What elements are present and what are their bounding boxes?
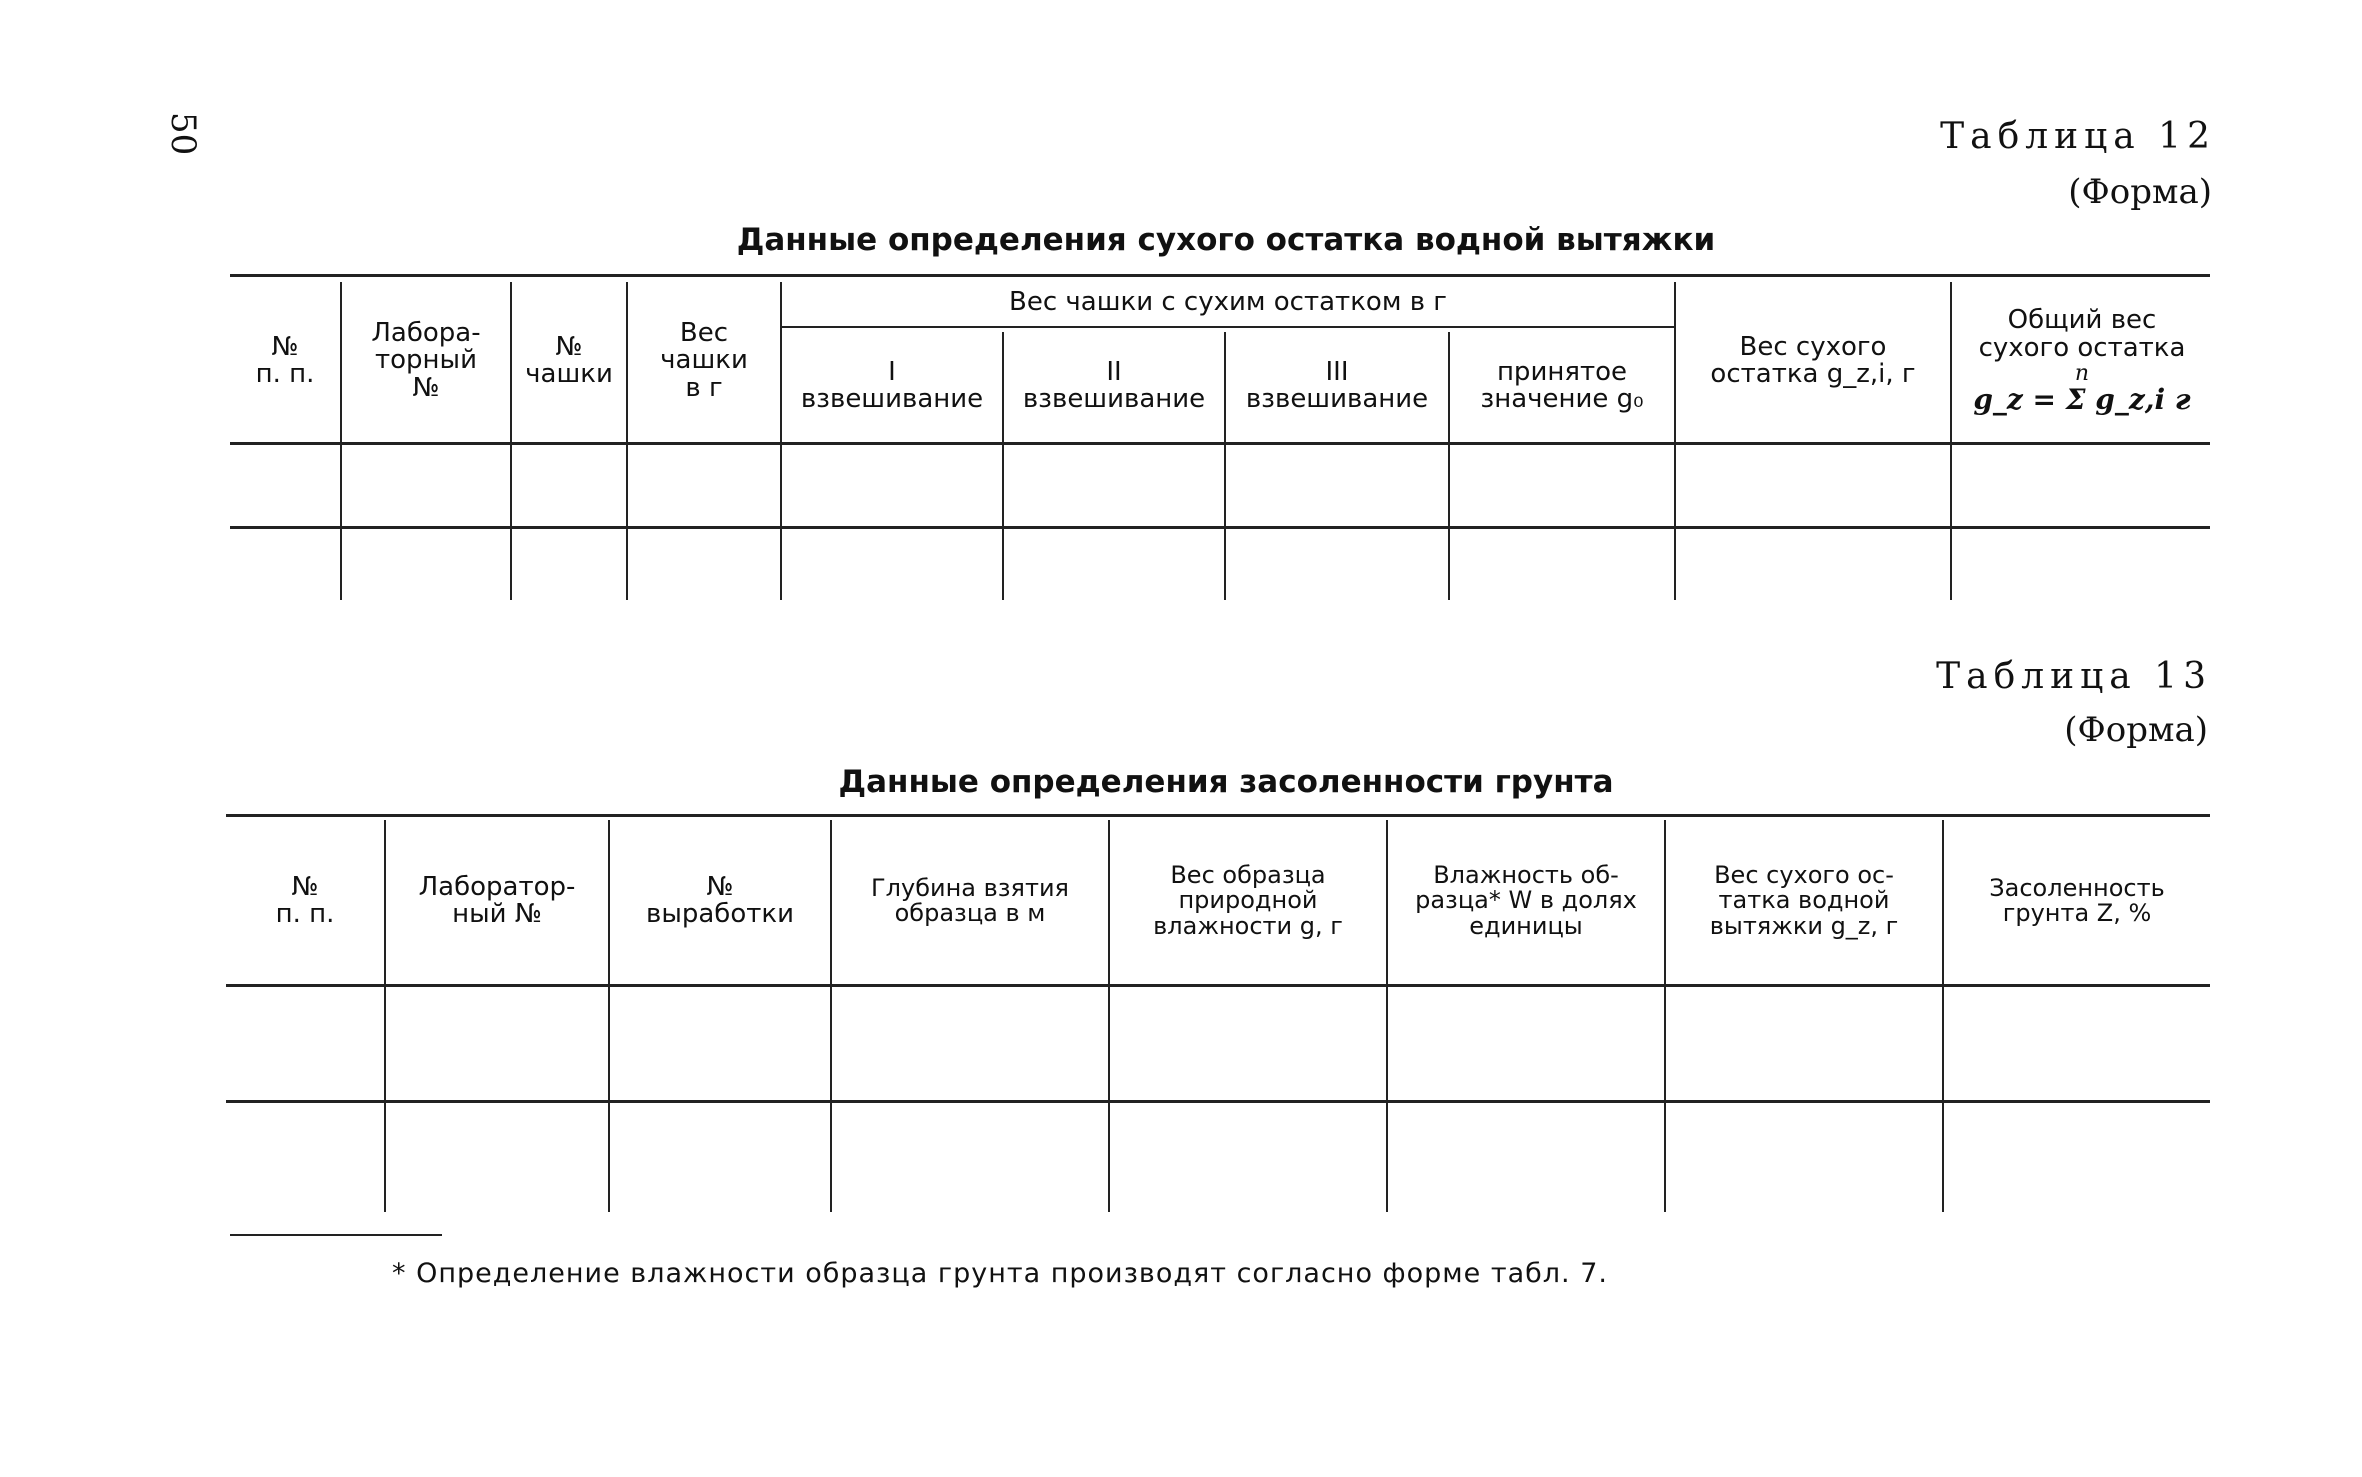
t13-header-dry-extract: Вес сухого ос- татка водной вытяжки g_z, г [1709,861,1899,940]
t13-header-moisture: Влажность об- разца* W в долях единицы [1415,861,1637,940]
table-12-header-rule [230,442,2210,445]
t13-header-salinity: Засоленность грунта Z, % [1989,873,2165,927]
t12-total-formula-n: n [2074,361,2090,387]
t12-header-total [1952,280,2212,442]
table-13-header-rule [226,984,2210,987]
footnote-rule [230,1234,442,1236]
t13-header-depth: Глубина взятия образца в м [871,873,1069,927]
t12-header-dry-weight: Вес сухого остатка g_z,i, г [1710,331,1916,389]
t12-header-cup-weight: Вес чашки в г [660,318,748,403]
t12-header-accepted: принятое значение g₀ [1480,356,1644,414]
table-12-row-rule [230,526,2210,529]
table-12-group-rule [780,326,1675,328]
table-13-top-rule [226,814,2210,817]
table-13-label: Таблица 13 [1936,656,2212,697]
t12-total-formula: g_z = Σ g_z,i г [1973,383,2191,417]
table-13-form-label: (Форма) [2064,710,2208,750]
footnote: * Определение влажности образца грунта производят согласно форме табл. 7. [392,1258,1608,1289]
t13-header-num: № п. п. [275,871,335,929]
t12-header-group: Вес чашки с сухим остатком в г [1009,287,1447,318]
t12-header-weighing-3: III взвешивание [1245,356,1429,414]
t13-header-lab: Лаборатор- ный № [418,871,576,929]
table-12-top-rule [230,274,2210,277]
table-12-label: Таблица 12 [1940,116,2216,157]
t12-header-weighing-2: II взвешивание [1022,356,1206,414]
t13-header-pit: № выработки [646,871,794,929]
t12-total-label: Общий вес сухого остатка [1978,305,2186,363]
table-12-title: Данные определения сухого остатка водной вытяжки [736,222,1716,258]
t12-header-cup-num: № чашки [525,331,613,389]
page-number: 50 [163,112,203,156]
t12-header-weighing-1: I взвешивание [800,356,984,414]
t12-header-num: № п. п. [255,331,315,389]
table-13-title: Данные определения засоленности грунта [838,764,1614,800]
table-13-row-rule [226,1100,2210,1103]
t13-header-sample-weight: Вес образца природной влажности g, г [1153,861,1343,940]
table-12-form-label: (Форма) [2068,172,2212,212]
t12-header-lab: Лабора- торный № [371,318,481,403]
